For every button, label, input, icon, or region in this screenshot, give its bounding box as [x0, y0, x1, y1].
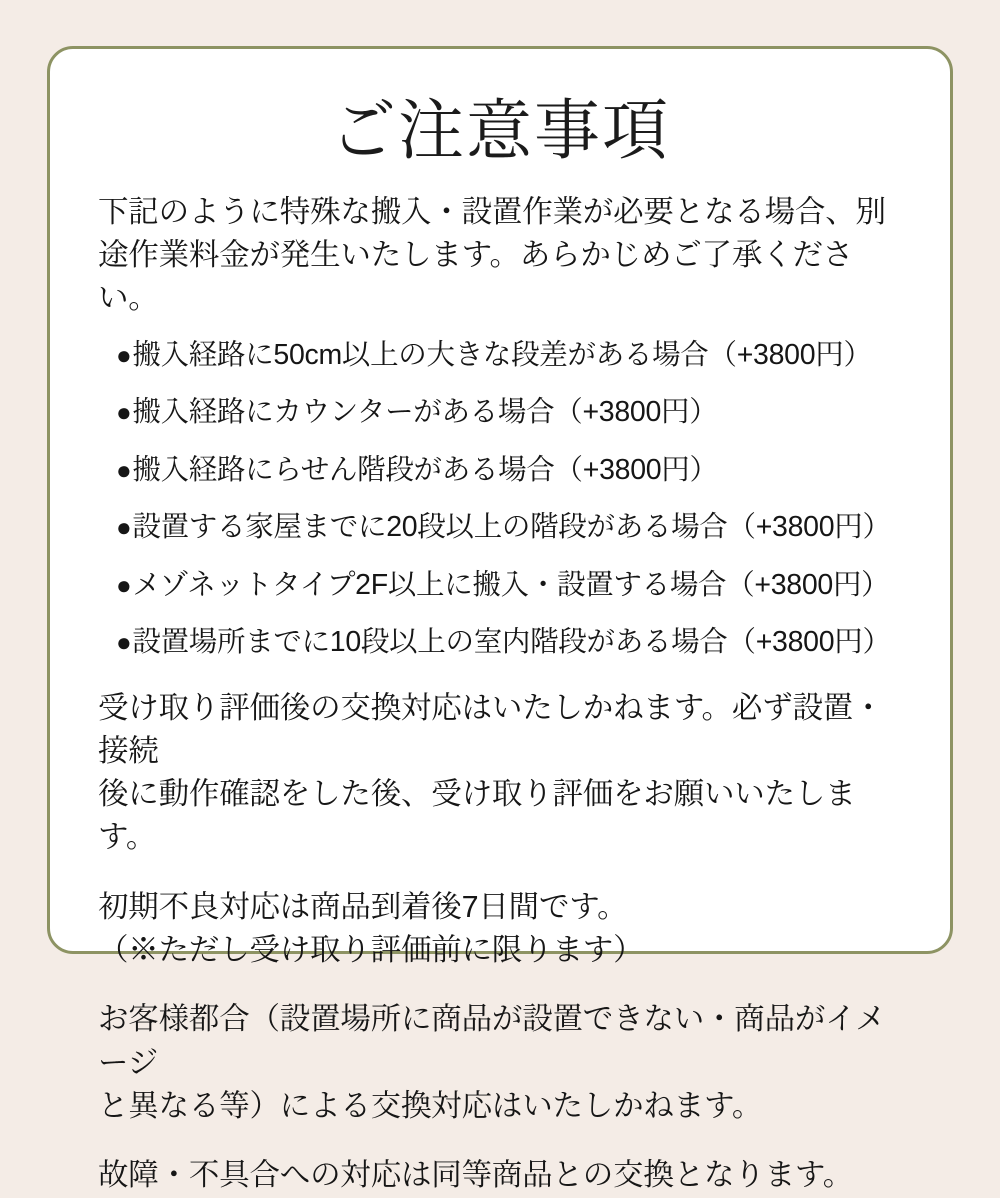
paragraph-line: と異なる等）による交換対応はいたしかねます。 [98, 1088, 763, 1123]
list-item [94, 394, 906, 430]
list-item-label: 搬入経路にカウンターがある場合（+3800円） [132, 396, 718, 429]
bullet-dot-icon: ● [116, 512, 132, 543]
paragraph-customer-reasons [98, 998, 906, 1128]
list-item [94, 337, 906, 373]
page-title: ご注意事項 [330, 93, 670, 167]
bullet-dot-icon: ● [116, 454, 132, 485]
paragraph-line: 後に動作確認をした後、受け取り評価をお願いいたします。 [98, 777, 856, 855]
paragraph-line: （※ただし受け取り評価前に限ります） [98, 933, 644, 968]
list-item-label: 搬入経路に50cm以上の大きな段差がある場合（+3800円） [132, 338, 872, 371]
list-item [94, 567, 906, 603]
list-item [94, 509, 906, 545]
surcharge-list [94, 337, 906, 661]
bullet-dot-icon: ● [116, 569, 132, 600]
lead-paragraph: 下記のように特殊な搬入・設置作業が必要となる場合、別途作業料金が発生いたします。あらかじめご了承ください。 [98, 194, 886, 316]
paragraph-line: 故障・不具合への対応は同等商品との交換となります。 [98, 1158, 854, 1193]
list-item-label: 設置場所までに10段以上の室内階段がある場合（+3800円） [132, 626, 891, 659]
paragraph-line: お客様都合（設置場所に商品が設置できない・商品がイメージ [98, 1002, 886, 1080]
paragraph-line: 受け取り評価後の交換対応はいたしかねます。必ず設置・接続 [98, 690, 884, 768]
bullet-dot-icon: ● [116, 339, 132, 370]
paragraph-malfunction [98, 1154, 906, 1197]
list-item-label: 搬入経路にらせん階段がある場合（+3800円） [132, 453, 718, 486]
paragraph-initial-defect [98, 886, 906, 973]
notice-card-content [50, 49, 950, 1193]
paragraph-receipt-evaluation [98, 687, 906, 860]
bullet-dot-icon: ● [116, 627, 132, 658]
list-item-label: メゾネットタイプ2F以上に搬入・設置する場合（+3800円） [132, 568, 890, 601]
paragraph-line: 初期不良対応は商品到着後7日間です。 [98, 889, 628, 924]
list-item [94, 624, 906, 660]
list-item-label: 設置する家屋までに20段以上の階段がある場合（+3800円） [132, 511, 891, 544]
bullet-dot-icon: ● [116, 397, 132, 428]
notice-card [47, 46, 953, 1193]
list-item [94, 452, 906, 488]
